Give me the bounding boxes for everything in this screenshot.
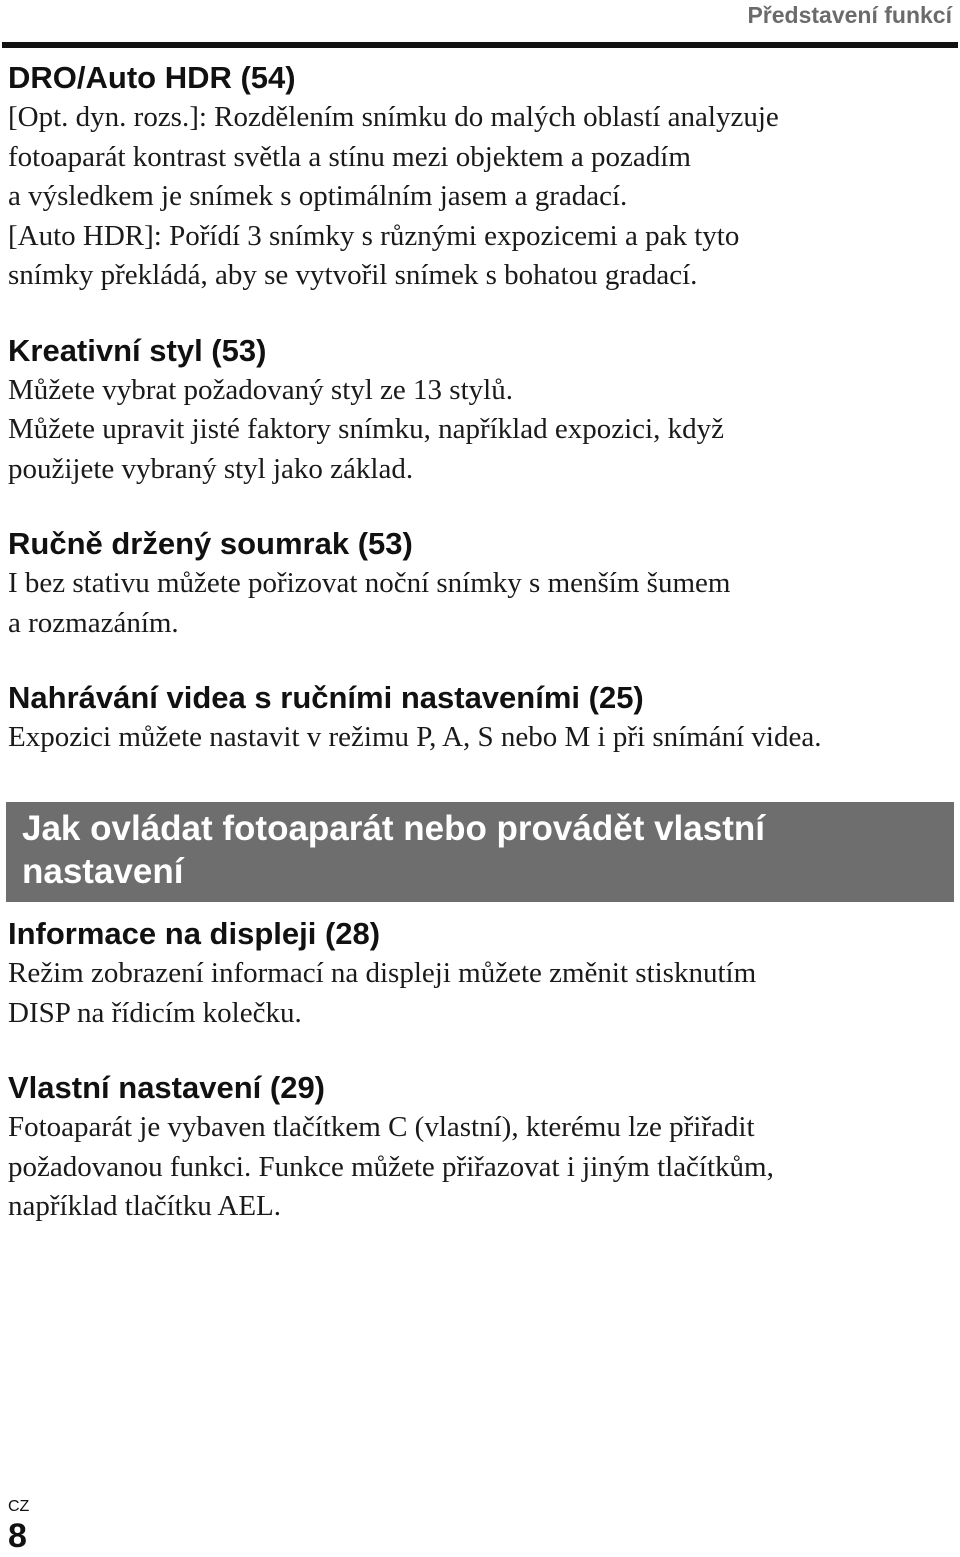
content-bottom	[8, 914, 956, 1227]
paragraph-line: [Opt. dyn. rozs.]: Rozdělením snímku do malých oblastí analyzuje	[8, 101, 779, 133]
paragraph-line: Režim zobrazení informací na displeji můžete změnit stisknutím	[8, 957, 757, 989]
footer-language-code: CZ	[8, 1498, 30, 1515]
banner-title-line: Jak ovládat fotoaparát nebo provádět vlastní	[22, 809, 765, 848]
header-rule	[2, 42, 958, 48]
section-dro-auto-hdr	[8, 58, 956, 296]
paragraph-line: DISP na řídicím kolečku.	[8, 996, 302, 1029]
section-heading: Ručně držený soumrak (53)	[8, 526, 413, 561]
paragraph-line: Expozici můžete nastavit v režimu P, A, S nebo M i při snímání videa.	[8, 721, 822, 753]
content-top	[8, 58, 956, 758]
spacer	[8, 489, 956, 524]
section-heading: Kreativní styl (53)	[8, 332, 267, 368]
section-vlastni-nastaveni	[8, 1068, 956, 1227]
page-header	[0, 0, 960, 50]
section-heading: Vlastní nastavení (29)	[8, 1070, 326, 1105]
header-title: Představení funkcí	[747, 2, 952, 28]
section-heading: Nahrávání videa s ručními nastaveními (25)	[8, 680, 644, 715]
section-heading: DRO/Auto HDR (54)	[8, 60, 296, 95]
section-informace-na-displeji	[8, 914, 956, 1033]
paragraph-line: a výsledkem je snímek s optimálním jasem a gradací.	[8, 180, 628, 212]
section-nahravani-videa	[8, 678, 956, 758]
paragraph-line: fotoaparát kontrast světla a stínu mezi objektem a pozadím	[8, 140, 691, 173]
paragraph-line: [Auto HDR]: Pořídí 3 snímky s různými expozicemi a pak tyto	[8, 219, 740, 252]
paragraph-line: požadovanou funkci. Funkce můžete přiřazovat i jiným tlačítkům,	[8, 1150, 774, 1183]
paragraph-line: a rozmazáním.	[8, 606, 179, 639]
section-heading: Informace na displeji (28)	[8, 916, 381, 951]
spacer	[8, 296, 956, 331]
paragraph-line: I bez stativu můžete pořizovat noční snímky s menším šumem	[8, 567, 731, 599]
paragraph-line: Fotoaparát je vybaven tlačítkem C (vlastní), kterému lze přiřadit	[8, 1111, 755, 1143]
page-footer	[8, 1497, 29, 1555]
section-banner	[6, 802, 954, 902]
section-kreativni-styl	[8, 331, 956, 490]
paragraph-line: například tlačítku AEL.	[8, 1190, 282, 1222]
paragraph-line: snímky překládá, aby se vytvořil snímek s bohatou gradací.	[8, 259, 698, 291]
section-rucne-drzeny-soumrak	[8, 524, 956, 643]
paragraph-line: Můžete upravit jisté faktory snímku, například expozici, když	[8, 413, 724, 445]
paragraph-line: použijete vybraný styl jako základ.	[8, 452, 414, 485]
banner-title-line: nastavení	[22, 852, 184, 891]
paragraph-line: Můžete vybrat požadovaný styl ze 13 stylů.	[8, 373, 513, 406]
spacer	[8, 1033, 956, 1068]
spacer	[8, 643, 956, 678]
footer-page-number: 8	[8, 1517, 27, 1555]
